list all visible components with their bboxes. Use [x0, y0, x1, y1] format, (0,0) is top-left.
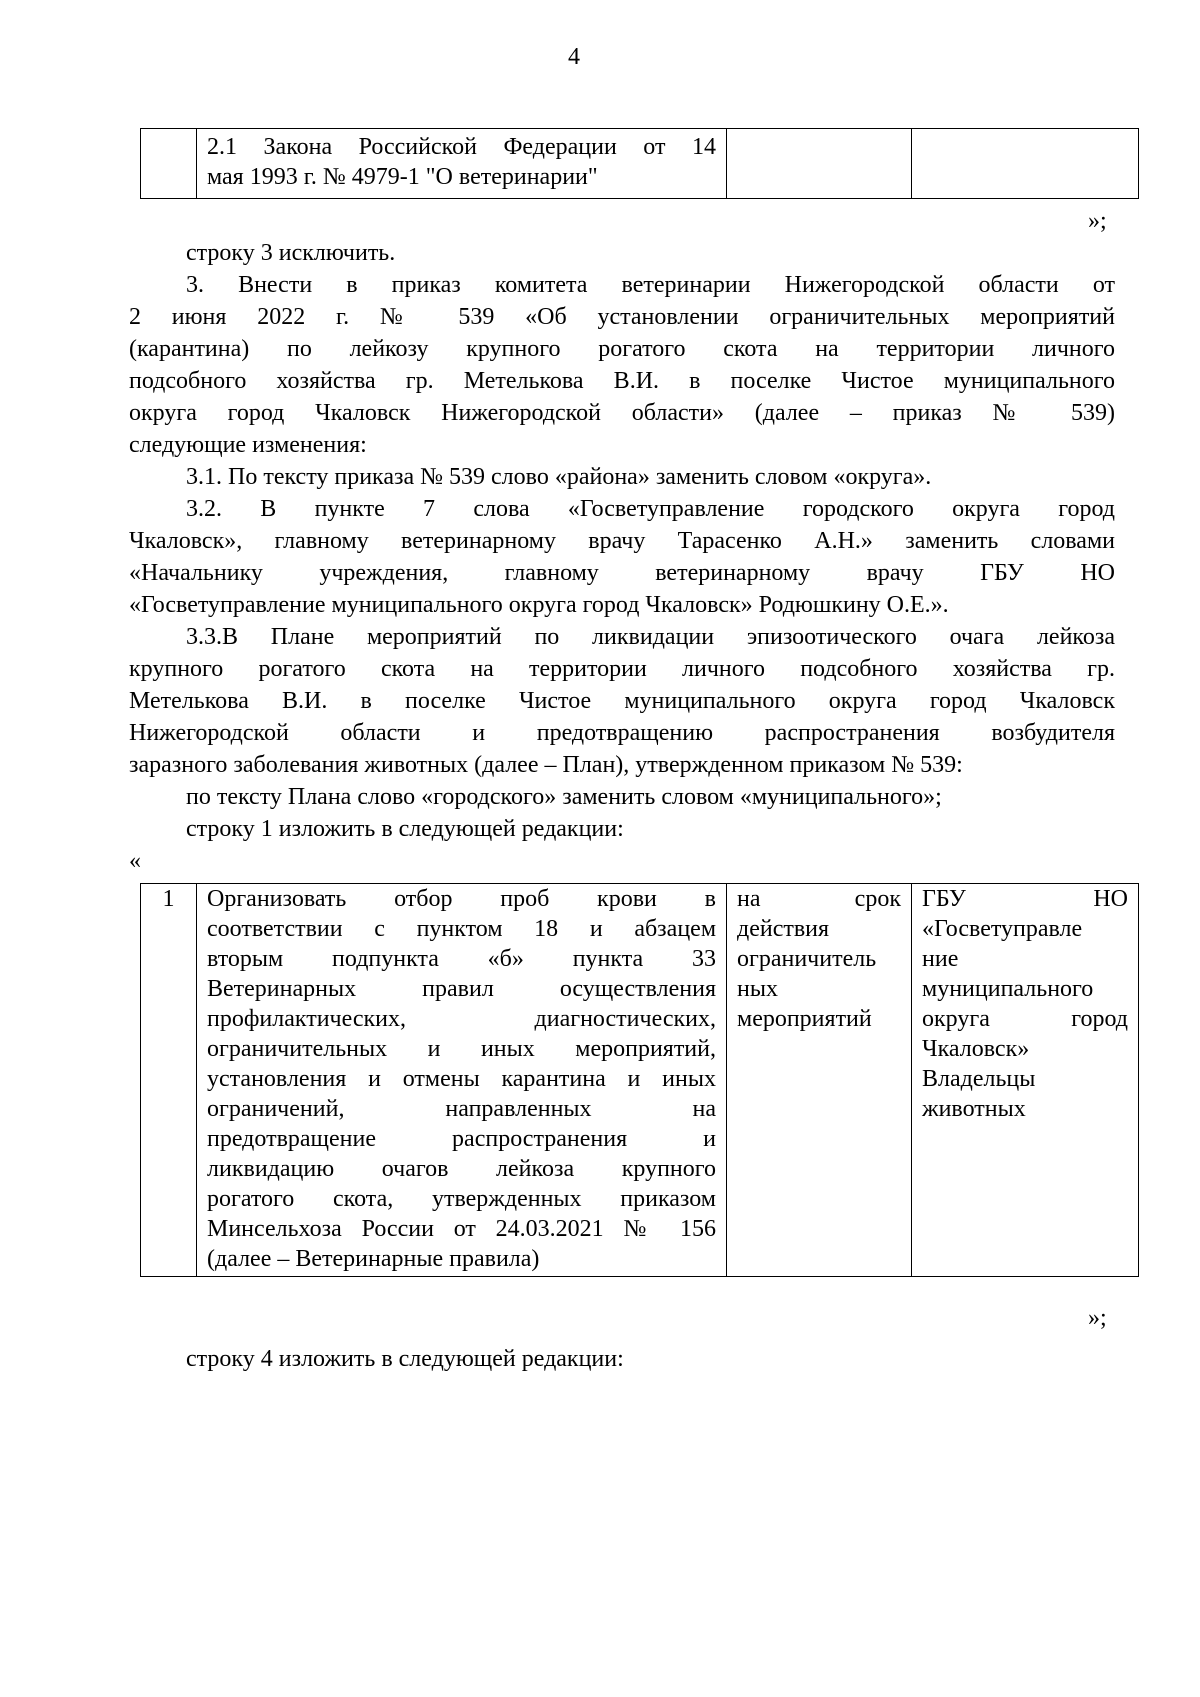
cell-line: Минсельхоза России от 24.03.2021 № 156	[207, 1216, 716, 1242]
cell-line: Организовать отбор проб крови в	[207, 886, 716, 912]
item32-line: 3.2. В пункте 7 слова «Госветуправление городского округа город	[186, 496, 1115, 522]
item33-line: Метелькова В.И. в поселке Чистое муниципального округа город Чкаловск	[129, 688, 1115, 714]
item32-line: «Начальнику учреждения, главному ветеринарному врачу ГБУ НО	[129, 560, 1115, 586]
cell-line: ликвидацию очагов лейкоза крупного	[207, 1156, 716, 1182]
paragraph-replace-word: по тексту Плана слово «городского» заменить словом «муниципального»;	[186, 784, 942, 810]
table-row1	[140, 883, 1139, 1277]
cell-line: (далее – Ветеринарные правила)	[207, 1246, 540, 1272]
item31-line: 3.1. По тексту приказа № 539 слово «района» заменить словом «округа».	[186, 464, 932, 490]
cell-line: ние	[922, 946, 959, 972]
paragraph-exclude-row3: строку 3 исключить.	[186, 240, 396, 266]
cell-line: соответствии с пунктом 18 и абзацем	[207, 916, 716, 942]
cell-line: округа город	[922, 1006, 1128, 1032]
closing-quote: »;	[1088, 1305, 1107, 1331]
item3-line: 3. Внести в приказ комитета ветеринарии Нижегородской области от	[186, 272, 1115, 298]
item32-line: Чкаловск», главному ветеринарному врачу Тарасенко А.Н.» заменить словами	[129, 528, 1115, 554]
item3-line: округа город Чкаловск Нижегородской области» (далее – приказ № 539)	[129, 400, 1115, 426]
cell-line: 2.1 Закона Российской Федерации от 14	[207, 134, 716, 160]
cell-line: мая 1993 г. № 4979-1 "О ветеринарии"	[207, 164, 598, 190]
table-cell-text	[197, 129, 727, 199]
opening-quote: «	[129, 848, 141, 874]
paragraph-row4-intro: строку 4 изложить в следующей редакции:	[186, 1346, 624, 1372]
table-top-fragment	[140, 128, 1139, 199]
paragraph-row1-intro: строку 1 изложить в следующей редакции:	[186, 816, 624, 842]
item33-line: Нижегородской области и предотвращению распространения возбудителя	[129, 720, 1115, 746]
closing-quote: »;	[1088, 208, 1107, 234]
item3-line: подсобного хозяйства гр. Метелькова В.И. в поселке Чистое муниципального	[129, 368, 1115, 394]
cell-line: ограничительных и иных мероприятий,	[207, 1036, 716, 1062]
table-row	[141, 129, 1139, 199]
item33-line: 3.3.В Плане мероприятий по ликвидации эпизоотического очага лейкоза	[186, 624, 1115, 650]
table-cell-responsible	[912, 884, 1139, 1277]
cell-line: на срок	[737, 886, 901, 912]
cell-line: ограничений, направленных на	[207, 1096, 716, 1122]
cell-line: Чкаловск»	[922, 1036, 1030, 1062]
table-cell-number: 1	[141, 884, 197, 1277]
cell-line: ных	[737, 976, 778, 1002]
item33-line: заразного заболевания животных (далее – План), утвержденном приказом № 539:	[129, 752, 963, 778]
cell-line: животных	[922, 1096, 1026, 1122]
table-row	[141, 884, 1139, 1277]
cell-line: мероприятий	[737, 1006, 872, 1032]
cell-line: ГБУ НО	[922, 886, 1128, 912]
cell-line: ограничитель	[737, 946, 877, 972]
item3-line: (карантина) по лейкозу крупного рогатого скота на территории личного	[129, 336, 1115, 362]
cell-line: вторым подпункта «б» пункта 33	[207, 946, 716, 972]
table-cell-term	[727, 884, 912, 1277]
item3-line: следующие изменения:	[129, 432, 367, 458]
cell-line: «Госветуправле	[922, 916, 1083, 942]
cell-line: рогатого скота, утвержденных приказом	[207, 1186, 716, 1212]
cell-line: муниципального	[922, 976, 1094, 1002]
cell-line: Владельцы	[922, 1066, 1036, 1092]
cell-line: Ветеринарных правил осуществления	[207, 976, 716, 1002]
table-cell-number	[141, 129, 197, 199]
item32-line: «Госветуправление муниципального округа город Чкаловск» Родюшкину О.Е.».	[129, 592, 949, 618]
table-cell-responsible	[912, 129, 1139, 199]
table-cell-text	[197, 884, 727, 1277]
table-cell-term	[727, 129, 912, 199]
cell-line: установления и отмены карантина и иных	[207, 1066, 716, 1092]
cell-line: действия	[737, 916, 830, 942]
item33-line: крупного рогатого скота на территории личного подсобного хозяйства гр.	[129, 656, 1115, 682]
cell-line: профилактических, диагностических,	[207, 1006, 716, 1032]
cell-line: предотвращение распространения и	[207, 1126, 716, 1152]
item3-line: 2 июня 2022 г. № 539 «Об установлении ограничительных мероприятий	[129, 304, 1115, 330]
page-number: 4	[568, 44, 580, 70]
